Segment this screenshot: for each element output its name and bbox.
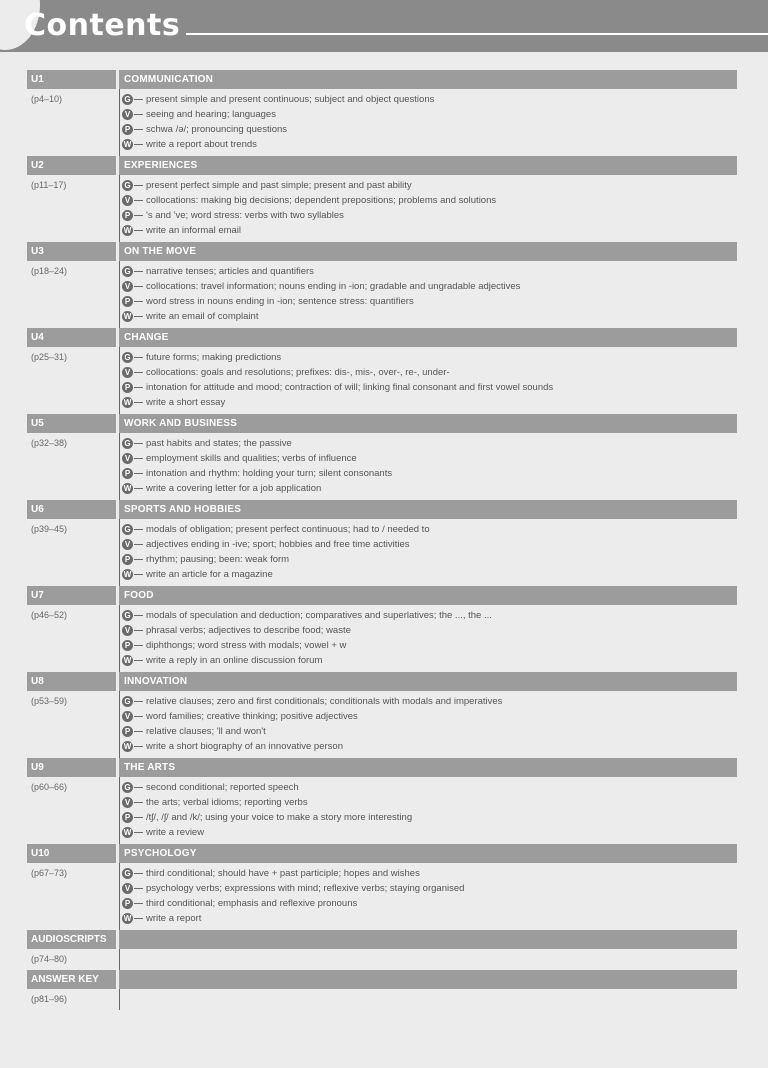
unit-item xyxy=(120,911,737,926)
unit-7 xyxy=(27,586,737,672)
unit-body xyxy=(27,347,737,414)
item-text: word families; creative thinking; positive adjectives xyxy=(146,711,358,722)
dash xyxy=(134,817,143,818)
unit-title: CHANGE xyxy=(119,328,737,347)
vocabulary-icon: V xyxy=(122,797,133,808)
dash xyxy=(134,701,143,702)
unit-item xyxy=(120,608,737,623)
vocabulary-icon: V xyxy=(122,281,133,292)
item-text: phrasal verbs; adjectives to describe food; waste xyxy=(146,625,351,636)
unit-title: PSYCHOLOGY xyxy=(119,844,737,863)
grammar-icon: G xyxy=(122,438,133,449)
writing-icon: W xyxy=(123,742,132,751)
unit-code: U9 xyxy=(27,758,116,777)
vocabulary-icon: V xyxy=(122,367,133,378)
unit-code: U10 xyxy=(27,844,116,863)
item-text: psychology verbs; expressions with mind; reflexive verbs; staying organised xyxy=(146,883,465,894)
unit-header-bar xyxy=(27,844,737,863)
unit-title: FOOD xyxy=(119,586,737,605)
writing-icon: W xyxy=(123,398,132,407)
item-text: rhythm; pausing; been: weak form xyxy=(146,554,290,565)
unit-code: U5 xyxy=(27,414,116,433)
unit-item xyxy=(120,709,737,724)
vocabulary-icon: V xyxy=(122,109,133,120)
unit-pages: (p4–10) xyxy=(31,94,63,104)
unit-header-bar xyxy=(27,328,737,347)
item-text: present simple and present continuous; subject and object questions xyxy=(146,94,435,105)
unit-items xyxy=(119,347,737,414)
grammar-icon: G xyxy=(122,266,133,277)
extra-section-2 xyxy=(27,970,737,1010)
dash xyxy=(134,99,143,100)
unit-6 xyxy=(27,500,737,586)
extra-pages: (p81–96) xyxy=(31,994,68,1004)
dash xyxy=(134,200,143,201)
unit-title: INNOVATION xyxy=(119,672,737,691)
extra-code: ANSWER KEY xyxy=(27,970,116,989)
pronunciation-icon: P xyxy=(122,812,133,823)
dash xyxy=(134,357,143,358)
header-rule xyxy=(186,33,768,35)
dash xyxy=(134,544,143,545)
dash xyxy=(134,129,143,130)
unit-item xyxy=(120,178,737,193)
vocabulary-icon: V xyxy=(122,453,133,464)
unit-pages: (p46–52) xyxy=(31,610,68,620)
unit-title: ON THE MOVE xyxy=(119,242,737,261)
item-text: second conditional; reported speech xyxy=(146,782,299,793)
item-text: 's and 've; word stress: verbs with two syllables xyxy=(146,210,344,221)
unit-body xyxy=(27,519,737,586)
unit-pages: (p32–38) xyxy=(31,438,68,448)
writing-icon: W xyxy=(123,484,132,493)
writing-icon: W xyxy=(123,140,132,149)
dash xyxy=(134,458,143,459)
dash xyxy=(134,402,143,403)
unit-4 xyxy=(27,328,737,414)
item-text: write an article for a magazine xyxy=(146,569,273,580)
unit-item xyxy=(120,795,737,810)
unit-2 xyxy=(27,156,737,242)
item-text: present perfect simple and past simple; present and past ability xyxy=(146,180,412,191)
unit-header-bar xyxy=(27,672,737,691)
item-text: third conditional; emphasis and reflexive pronouns xyxy=(146,898,358,909)
item-text: write an email of complaint xyxy=(146,311,259,322)
unit-item xyxy=(120,537,737,552)
grammar-icon: G xyxy=(122,696,133,707)
dash xyxy=(134,832,143,833)
unit-item xyxy=(120,294,737,309)
unit-title: EXPERIENCES xyxy=(119,156,737,175)
item-text: diphthongs; word stress with modals; vowel + w xyxy=(146,640,347,651)
dash xyxy=(134,529,143,530)
grammar-icon: G xyxy=(122,610,133,621)
grammar-icon: G xyxy=(122,868,133,879)
dash xyxy=(134,316,143,317)
dash xyxy=(134,185,143,186)
vocabulary-icon: V xyxy=(122,883,133,894)
unit-body xyxy=(27,605,737,672)
pronunciation-icon: P xyxy=(122,554,133,565)
unit-item xyxy=(120,137,737,152)
extra-items xyxy=(119,949,737,970)
dash xyxy=(134,746,143,747)
unit-item xyxy=(120,279,737,294)
item-text: narrative tenses; articles and quantifiers xyxy=(146,266,314,277)
unit-item xyxy=(120,380,737,395)
dash xyxy=(134,443,143,444)
grammar-icon: G xyxy=(122,524,133,535)
unit-item xyxy=(120,825,737,840)
dash xyxy=(134,301,143,302)
dash xyxy=(134,387,143,388)
writing-icon: W xyxy=(123,656,132,665)
unit-8 xyxy=(27,672,737,758)
unit-3 xyxy=(27,242,737,328)
vocabulary-icon: V xyxy=(122,195,133,206)
item-text: collocations: goals and resolutions; prefixes: dis-, mis-, over-, re-, under- xyxy=(146,367,450,378)
unit-items xyxy=(119,777,737,844)
dash xyxy=(134,645,143,646)
item-text: intonation for attitude and mood; contraction of will; linking final consonant and first vowel sounds xyxy=(146,382,554,393)
item-text: schwa /ə/; pronouncing questions xyxy=(146,124,288,135)
unit-item xyxy=(120,810,737,825)
unit-items xyxy=(119,261,737,328)
contents-table xyxy=(27,70,737,1010)
writing-icon: W xyxy=(123,570,132,579)
unit-title: COMMUNICATION xyxy=(119,70,737,89)
unit-item xyxy=(120,694,737,709)
dash xyxy=(134,731,143,732)
unit-body xyxy=(27,433,737,500)
unit-item xyxy=(120,866,737,881)
unit-item xyxy=(120,552,737,567)
unit-items xyxy=(119,175,737,242)
dash xyxy=(134,215,143,216)
vocabulary-icon: V xyxy=(122,539,133,550)
item-text: word stress in nouns ending in -ion; sentence stress: quantifiers xyxy=(146,296,414,307)
item-text: /tʃ/, /ʃ/ and /k/; using your voice to make a story more interesting xyxy=(146,812,413,823)
unit-header-bar xyxy=(27,414,737,433)
item-text: write a short essay xyxy=(146,397,226,408)
unit-code: U3 xyxy=(27,242,116,261)
dash xyxy=(134,888,143,889)
unit-item xyxy=(120,436,737,451)
item-text: write a report xyxy=(146,913,202,924)
unit-item xyxy=(120,567,737,582)
unit-item xyxy=(120,623,737,638)
unit-code: U7 xyxy=(27,586,116,605)
item-text: future forms; making predictions xyxy=(146,352,282,363)
item-text: write a covering letter for a job application xyxy=(146,483,322,494)
item-text: adjectives ending in -ive; sport; hobbies and free time activities xyxy=(146,539,410,550)
unit-title: SPORTS AND HOBBIES xyxy=(119,500,737,519)
writing-icon: W xyxy=(123,312,132,321)
dash xyxy=(134,574,143,575)
page-header xyxy=(0,0,768,52)
unit-code: U2 xyxy=(27,156,116,175)
unit-item xyxy=(120,896,737,911)
item-text: the arts; verbal idioms; reporting verbs xyxy=(146,797,308,808)
unit-pages: (p18–24) xyxy=(31,266,68,276)
dash xyxy=(134,873,143,874)
unit-item xyxy=(120,451,737,466)
unit-9 xyxy=(27,758,737,844)
pronunciation-icon: P xyxy=(122,468,133,479)
grammar-icon: G xyxy=(122,782,133,793)
item-text: write a report about trends xyxy=(146,139,257,150)
extra-body xyxy=(27,989,737,1010)
unit-item xyxy=(120,780,737,795)
unit-item xyxy=(120,208,737,223)
item-text: employment skills and qualities; verbs of influence xyxy=(146,453,357,464)
unit-body xyxy=(27,261,737,328)
dash xyxy=(134,615,143,616)
unit-item xyxy=(120,264,737,279)
unit-header-bar xyxy=(27,758,737,777)
dash xyxy=(134,903,143,904)
unit-body xyxy=(27,691,737,758)
dash xyxy=(134,716,143,717)
unit-code: U6 xyxy=(27,500,116,519)
unit-item xyxy=(120,739,737,754)
pronunciation-icon: P xyxy=(122,898,133,909)
dash xyxy=(134,286,143,287)
unit-body xyxy=(27,89,737,156)
unit-item xyxy=(120,107,737,122)
unit-pages: (p67–73) xyxy=(31,868,68,878)
item-text: collocations: making big decisions; dependent prepositions; problems and solutions xyxy=(146,195,497,206)
grammar-icon: G xyxy=(122,352,133,363)
unit-title: THE ARTS xyxy=(119,758,737,777)
extra-header-bar xyxy=(27,930,737,949)
pronunciation-icon: P xyxy=(122,296,133,307)
unit-item xyxy=(120,395,737,410)
unit-pages: (p25–31) xyxy=(31,352,68,362)
unit-items xyxy=(119,89,737,156)
dash xyxy=(134,660,143,661)
unit-body xyxy=(27,175,737,242)
unit-item xyxy=(120,653,737,668)
unit-item xyxy=(120,881,737,896)
unit-1 xyxy=(27,70,737,156)
unit-item xyxy=(120,638,737,653)
unit-pages: (p53–59) xyxy=(31,696,68,706)
unit-item xyxy=(120,193,737,208)
pronunciation-icon: P xyxy=(122,640,133,651)
writing-icon: W xyxy=(123,914,132,923)
unit-code: U8 xyxy=(27,672,116,691)
writing-icon: W xyxy=(123,828,132,837)
unit-header-bar xyxy=(27,586,737,605)
unit-item xyxy=(120,365,737,380)
unit-item xyxy=(120,466,737,481)
extra-title xyxy=(119,930,737,949)
dash xyxy=(134,372,143,373)
unit-items xyxy=(119,605,737,672)
extra-pages: (p74–80) xyxy=(31,954,68,964)
item-text: past habits and states; the passive xyxy=(146,438,292,449)
dash xyxy=(134,559,143,560)
dash xyxy=(134,630,143,631)
item-text: relative clauses; zero and first conditionals; conditionals with modals and imperatives xyxy=(146,696,503,707)
dash xyxy=(134,802,143,803)
item-text: third conditional; should have + past participle; hopes and wishes xyxy=(146,868,420,879)
unit-item xyxy=(120,122,737,137)
grammar-icon: G xyxy=(122,180,133,191)
unit-items xyxy=(119,691,737,758)
vocabulary-icon: V xyxy=(122,625,133,636)
extra-title xyxy=(119,970,737,989)
dash xyxy=(134,271,143,272)
unit-pages: (p11–17) xyxy=(31,180,67,190)
item-text: write a review xyxy=(146,827,205,838)
unit-items xyxy=(119,863,737,930)
unit-code: U4 xyxy=(27,328,116,347)
unit-item xyxy=(120,223,737,238)
extra-items xyxy=(119,989,737,1010)
dash xyxy=(134,144,143,145)
pronunciation-icon: P xyxy=(122,382,133,393)
extra-header-bar xyxy=(27,970,737,989)
dash xyxy=(134,787,143,788)
unit-5 xyxy=(27,414,737,500)
extra-section-1 xyxy=(27,930,737,970)
unit-item xyxy=(120,350,737,365)
unit-item xyxy=(120,522,737,537)
dash xyxy=(134,230,143,231)
dash xyxy=(134,114,143,115)
item-text: write a reply in an online discussion forum xyxy=(146,655,323,666)
unit-header-bar xyxy=(27,70,737,89)
item-text: modals of obligation; present perfect continuous; had to / needed to xyxy=(146,524,430,535)
unit-header-bar xyxy=(27,156,737,175)
unit-10 xyxy=(27,844,737,930)
unit-item xyxy=(120,92,737,107)
writing-icon: W xyxy=(123,226,132,235)
unit-code: U1 xyxy=(27,70,116,89)
item-text: write a short biography of an innovative person xyxy=(146,741,343,752)
grammar-icon: G xyxy=(122,94,133,105)
unit-item xyxy=(120,309,737,324)
unit-items xyxy=(119,519,737,586)
unit-pages: (p39–45) xyxy=(31,524,68,534)
item-text: intonation and rhythm: holding your turn; silent consonants xyxy=(146,468,393,479)
unit-items xyxy=(119,433,737,500)
item-text: relative clauses; 'll and won't xyxy=(146,726,266,737)
pronunciation-icon: P xyxy=(122,726,133,737)
item-text: collocations: travel information; nouns ending in -ion; gradable and ungradable adjectives xyxy=(146,281,521,292)
extra-body xyxy=(27,949,737,970)
dash xyxy=(134,488,143,489)
unit-body xyxy=(27,777,737,844)
item-text: modals of speculation and deduction; comparatives and superlatives; the ..., the ... xyxy=(146,610,492,621)
vocabulary-icon: V xyxy=(122,711,133,722)
item-text: write an informal email xyxy=(146,225,242,236)
unit-pages: (p60–66) xyxy=(31,782,68,792)
unit-item xyxy=(120,724,737,739)
page-title: Contents xyxy=(24,8,181,43)
unit-header-bar xyxy=(27,500,737,519)
pronunciation-icon: P xyxy=(122,210,133,221)
unit-body xyxy=(27,863,737,930)
unit-item xyxy=(120,481,737,496)
dash xyxy=(134,473,143,474)
pronunciation-icon: P xyxy=(122,124,133,135)
item-text: seeing and hearing; languages xyxy=(146,109,276,120)
dash xyxy=(134,918,143,919)
extra-code: AUDIOSCRIPTS xyxy=(27,930,116,949)
unit-header-bar xyxy=(27,242,737,261)
unit-title: WORK AND BUSINESS xyxy=(119,414,737,433)
